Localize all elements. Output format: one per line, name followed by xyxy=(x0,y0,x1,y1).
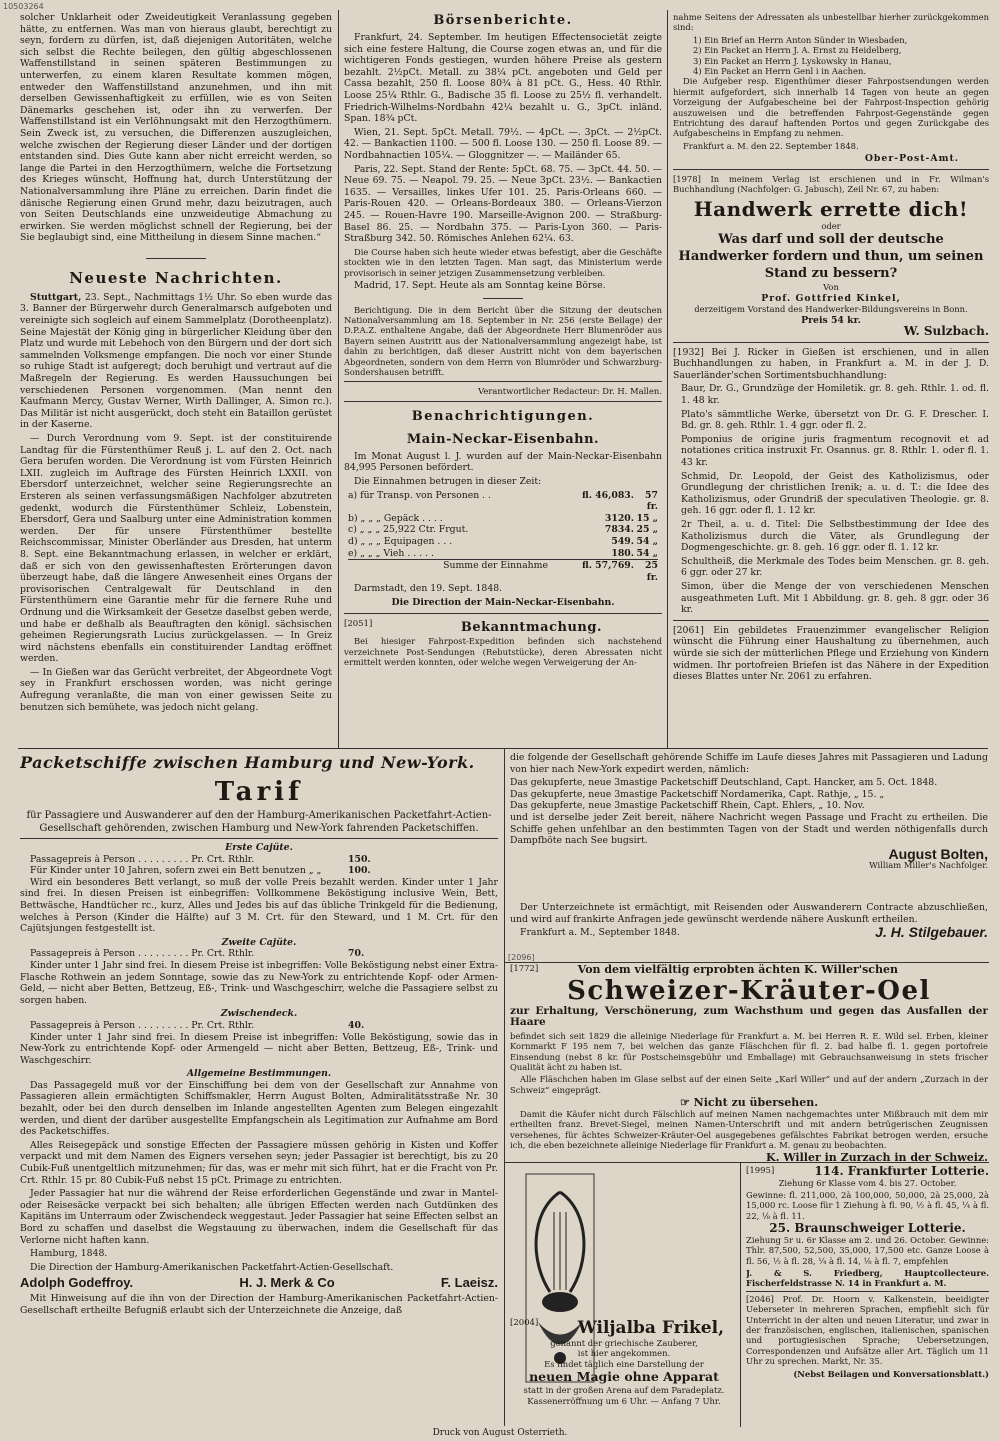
column-rule xyxy=(338,10,339,748)
general-text: Das Passagegeld muß vor der Einschiffung bei dem von der Gesellschaft zur Annahme von Passagieren allein ermächtigten Schiffsmakler, Herrn August Bolten, Admiralitätsstraße Nr. 30 bezahlt, oder bei den durch denselben im Inlande angestellten Agenten zum Belegen eingezahlt werden, und dient der darüber ausgestellte Empfangschein als Legitimation zur Aufnahme am Bord des Packetschiffes. xyxy=(20,1079,498,1138)
bek-sign: Ober-Post-Amt. xyxy=(864,153,959,165)
lotto-2-sign: J. & S. Friedberg, Hauptcollecteure. Fischerfeldstrasse N. 14 in Frankfurt a. M. xyxy=(746,1268,989,1289)
ad-1978-oder: oder xyxy=(821,220,841,231)
news-item: — Durch Verordnung vom 9. Sept. ist der constituirende Landtag für die Fürstenthümer Reuß j. L. auf den 2. Oct. nach Gera berufen worden. Die Verordnung ist vom Fürsten Heinrich LXII. zugleich im Auftrage des Fürsten Heinrich LXXII. von Ebersdorf unterzeichnet, welcher seine Regierungsrechte an Ersteren als seinen verfassungsmäßigen Nachfolger abzutreten gedenkt, wodurch die Fürstenthümer Schleiz, Lobenstein, Ebersdorf, Gera und Saalburg unter eine Administration kommen werden. Der für unsere Fürstenthümer bestellte Reichscommissar, Minister Oberländer aus Dresden, hat unterm 8. Sept. eine Bekanntmachung erlassen, in welcher er erklärt, daß er sich von den gewissenhaftesten Erörterungen davon überzeugt habe, daß die längere Anwesenheit eines Organs der provisorischen Centralgewalt für Deutschland in den Fürstenthümern eine Garantie mehr für die fernere Ruhe und Ordnung und die Wirksamkeit der Gesetze daselbst geben werde, und habe er deßhalb als Beauftragten den königl. sächsischen geheimen Regierungsrath Lucius zurückgelassen. — In Greiz wird nächstens ebenfalls ein constituirender Landtag eröffnet werden. xyxy=(20,433,332,665)
book-item: 2r Theil, a. u. d. Titel: Die Selbstbestimmung der Idee des Katholizismus durch die Väter, als Grundlegung der Dogmengeschichte. gr. 8. geh. 16 ggr. oder fl. 1. 12 kr. xyxy=(681,519,989,554)
second-class-text: Kinder unter 1 Jahr sind frei. In diesem Preise ist inbegriffen: Volle Beköstigung nebst einer Extra-Flasche Rothwein an jedem Sonntage, sowie das zu New-York zu entrichtende Kopf- oder Armen-Geld, — nicht aber Betten, Bettzeug, Eß-, Trink- und Waschgeschirr, welche die Passagiere selbst zu sorgen haben. xyxy=(20,959,498,1006)
frikel-desc-3: Es findet täglich eine Darstellung der xyxy=(544,1358,704,1369)
signer: H. J. Merk & Co xyxy=(239,1275,335,1291)
column-rule xyxy=(740,1163,741,1427)
first-class-price: Passagepreis à Person . . . . . . . . . Pr. Crt. Rthlr. 150. xyxy=(30,853,371,865)
printer-line: Druck von August Osterrieth. xyxy=(432,1428,568,1438)
list-item: 4) Ein Packet an Herrn Genl i in Aachen. xyxy=(693,66,867,77)
packet-right-text: die folgende der Gesellschaft gehörende Schiffe im Laufe dieses Jahres mit Passagieren und Ladung von hier nach New-York expedirt werden, nämlich: xyxy=(510,752,988,775)
rail-intro-2: Die Einnahmen betrugen in dieser Zeit: xyxy=(354,475,542,487)
packet-subtitle: für Passagiere und Auswanderer auf den der Hamburg-Amerikanischen Packetfahrt-Actien-Gesellschaft gehörenden, zwischen Hamburg und New-York fahrenden Packetschiffen. xyxy=(26,810,492,834)
oel-sign: K. Willer in Zurzach in der Schweiz. xyxy=(766,1151,988,1162)
hoorn-ad: [2046] Prof. Dr. Hoorn v. Kalkenstein, beeidigter Ueberseter in mehreren Sprachen, empfiehlt sich für Unterricht in der alten und neuen Literatur, und zwar in der französischen, englischen, italienischen, spanischen und portugiesischen Sprache; Uebersetzungen, Correspondenzen und Aufsätze aller Art. Täglich um 11 Uhr zu sprechen. Markt, Nr. 35. xyxy=(746,1293,989,1367)
boerse-madrid: Madrid, 17. Sept. Heute als am Sonntag keine Börse. xyxy=(354,279,606,291)
stilgebauer-sign: J. H. Stilgebauer. xyxy=(875,924,988,941)
oel-text-2: Alle Fläschchen haben im Glase selbst auf der einen Seite „Karl Willer“ und auf der andern „Zurzach in der Schweiz“ eingeprägt. xyxy=(510,1074,988,1095)
book-item: Plato's sämmtliche Werke, übersetzt von Dr. G. F. Drescher. I. Bd. gr. 8. geh. Rthlr. 1. 4 ggr. oder fl. 2. xyxy=(681,408,989,432)
divider xyxy=(673,342,989,343)
ad-1978-price: Preis 54 kr. xyxy=(801,314,861,326)
packet-ad-right xyxy=(510,752,988,902)
first-class-text: Wird ein besonderes Bett verlangt, so muß der volle Preis bezahlt werden. Kinder unter 1 Jahr sind frei. In diesen Preisen ist einbegriffen: Vollkommene Beköstigung inclusive Wein, Bett, Bettwäsche, Handtücher rc., kurz, Alles und Jedes bis auf das übliche Trinkgeld für die Bedienung, welches à Person (Kinder die Hälfte) auf 3 M. Crt. für den Steward, und 1 M. Crt. für den Cajütsjungen festgestellt ist. xyxy=(20,876,498,935)
ad-1978-intro: [1978] In meinem Verlag ist erschienen und in Fr. Wilman's Buchhandlung (Nachfolger: G. Jabusch), Zeil Nr. 67, zu haben: xyxy=(673,173,989,195)
bekanntmachung-header: [2051] Bekanntmachung. xyxy=(344,619,602,636)
packet-direction: Die Direction der Hamburg-Amerikanischen Packetfahrt-Actien-Gesellschaft. xyxy=(30,1261,394,1273)
bek-note: Die Aufgeber resp. Eigenthümer dieser Fahrpostsendungen werden hiermit aufgefordert, sich innerhalb 14 Tagen von heute an gegen Vorzeigung der Aufgabescheine bei der Fahrpost-Inspection gehörig auszuweisen und die betreffenden Fahrpost-Gegenstände gegen Entrichtung des darauf haftenden Portos und gegen Zurückgabe des Aufgabescheins in Empfang zu nehmen. xyxy=(673,76,989,139)
benachrichtigungen-heading: Benachrichtigungen. xyxy=(411,408,595,424)
first-class-heading: Erste Cajüte. xyxy=(225,842,293,853)
rail-intro: Im Monat August l. J. wurden auf der Main-Neckar-Eisenbahn 84,995 Personen befördert. xyxy=(344,450,662,474)
divider xyxy=(673,169,989,170)
frikel-desc-1: genannt der griechische Zauberer, xyxy=(550,1338,698,1348)
rail-place: Darmstadt, den 19. Sept. 1848. xyxy=(354,583,503,595)
rail-sign: Die Direction der Main-Neckar-Eisenbahn. xyxy=(391,596,615,608)
general-heading: Allgemeine Bestimmungen. xyxy=(186,1068,332,1080)
divider xyxy=(344,613,662,614)
divider xyxy=(505,1162,989,1163)
rail-row: e) „ „ „ Vieh . . . . . 180. 54 „ xyxy=(348,547,658,559)
oel-text-3: Damit die Käufer nicht durch Fälschlich auf meinen Namen nachgemachtes unter Mißbrauch mit dem mir ertheilten franz. Brevet-Siegel, meinen Namen-Unterschrift und mit andern betrügerischen Zeugnissen versehenes, für ächtes Schweizer-Kräuter-Oel ausgegebenes gefälschtes Fabrikat betrogen werden, ersuche ich, die eben bezeichnete alleinige Niederlage für Frankfurt a. M. genau zu beobachten. xyxy=(510,1108,988,1151)
divider xyxy=(146,258,206,259)
rail-row: d) „ „ „ Equipagen . . . 549. 54 „ xyxy=(348,535,658,547)
rail-heading: Main-Neckar-Eisenbahn. xyxy=(406,431,600,447)
general-text: Jeder Passagier hat nur die während der Reise erforderlichen Gegenstände und zwar in Mantel- oder Reisesäcke verpackt bei sich behalten; alle übrigen Effecten werden nach Gutdünken des Kapitäns im Unterraum oder Zwischendeck weggestaut. Jeder Passagier hat seine Effecten selbst an Bord zu schaffen und daselbst die Wegstauung zu überwachen, indem die Gesellschaft für das Verlorne nicht haften kann. xyxy=(20,1188,498,1246)
packet-signers xyxy=(20,1275,498,1291)
ad-1978-subtitle: Was darf und soll der deutsche Handwerker fordern und thun, um seinen Stand zu bessern? xyxy=(678,232,984,282)
packet-place: Hamburg, 1848. xyxy=(30,1248,108,1260)
lotto-2-title: 25. Braunschweiger Lotterie. xyxy=(769,1221,966,1236)
ad-1932-intro: [1932] Bei J. Ricker in Gießen ist erschienen, und in allen Buchhandlungen zu haben, in Frankfurt a. M. in der J. D. Sauerländer'schen Sortimentsbuchhandlung: xyxy=(673,346,989,381)
bek-continuation: nahme Seitens der Adressaten als unbestellbar hierher zurückgekommen sind: xyxy=(673,12,989,33)
divider xyxy=(483,298,523,299)
berichtigung: Berichtigung. Die in dem Bericht über die Sitzung der deutschen Nationalversammlung am 18. September in Nr. 256 (erste Beilage) der D.P.A.Z. enthaltene Angabe, daß der Abgeordnete Herr Blumenröder aus Bayern seinen Austritt aus der Nationalversammlung angezeigt habe, ist dahin zu berichtigen, daß dieser Austritt nicht von dem bayerischen Abgeordneten, sondern von dem Herrn von Blumröder und Schwarzburg-Sondershausen betrifft. xyxy=(344,304,662,377)
divider xyxy=(505,962,989,963)
pointer-icon: ☞ xyxy=(679,1096,694,1110)
frikel-big: neuen Magie ohne Apparat xyxy=(529,1369,719,1385)
stilgebauer-footer xyxy=(510,924,988,941)
list-item: 3) Ein Packet an Herrn J. Lyskowsky in Hanau, xyxy=(693,55,892,66)
oel-ad xyxy=(510,964,988,1162)
packet-closing: Mit Hinweisung auf die ihn von der Direction der Hamburg-Amerikanischen Packetfahrt-Actien-Gesellschaft ertheilte Befugniß erlaubt sich der Unterzeichnete die Anzeige, daß xyxy=(20,1293,498,1316)
column-rule xyxy=(667,10,668,748)
oel-head: [1772] Von dem vielfältig erprobten ächten K. Willer'schen xyxy=(510,964,898,976)
list-item: 1) Ein Brief an Herrn Anton Sünder in Wiesbaden, xyxy=(693,34,908,45)
packet-ad xyxy=(20,752,498,1424)
book-item: Pomponius de origine juris fragmentum recognovit et ad notationes critica instruxit Fr. Osannus. gr. 8. Rthlr. 1. oder fl. 1. 43 kr. xyxy=(681,433,989,469)
bek-list xyxy=(673,35,989,77)
steerage-text: Kinder unter 1 Jahr sind frei. In diesem Preise ist inbegriffen: Volle Beköstigung, sowie das in New-York zu entrichtende Kopf- oder Armengeld — nicht aber Betten, Bettzeug, Eß-, Trink- und Waschgeschirr. xyxy=(20,1031,498,1066)
divider xyxy=(344,401,662,402)
page-id: 10503264 xyxy=(3,2,44,11)
ad-1978-role: derzeitigem Vorstand des Handwerker-Bildungsvereins in Bonn. xyxy=(694,304,968,315)
lotto-ad xyxy=(746,1166,989,1424)
ship-item: Das gekupferte, neue 3mastige Packetschiff Deutschland, Capt. Hancker, am 5. Oct. 1848. xyxy=(510,777,938,789)
ship-item: Das gekupferte, neue 3mastige Packetschiff Nordamerika, Capt. Rathje, „ 15. „ xyxy=(510,788,885,800)
article-continuation: solcher Unklarheit oder Zweideutigkeit Veranlassung gegeben hätte, zu entfernen. Was man von hieraus glaubt, berechtigt zu seyn, fordern zu dürfen, ist, daß diejenigen Autoritäten, welche sich selbst die Rechte beilegen, den gültig abgeschlossenen Waffenstillstand in seinen späteren Bestimmungen zu unterwerfen, zu einem klaren Resultate kommen mögen, entweder den Waffenstillstand anzunehmen, und ihn mit derselben Gewissenhaftigkeit zu erfüllen, wie es von Seiten Dänemarks geschehen ist, oder ihn zu verwerfen. Der Waffenstillstand ist ein Verlöhnungsakt mit den Herzogthümern. Sein Zweck ist, zu versuchen, die Differenzen auszugleichen, welche zwischen der Regierung dieser Länder und der dortigen entstanden sind. Dies Gute kann aber nicht erreicht werden, so lange die Partei in den Herzogthümern, welche die Fortsetzung des Krieges wünscht, Hoffnung hat, durch Unterstützung der Nationalversammlung ihre Pläne zu erreichen. Darin findet die dänische Regierung einen Grund mehr, dazu beizutragen, auch von Seiten Deutschlands eine unzweideutige Abmachung zu erwirken. Sie werden möglichst schnell der Regierung, bei der Sie beglaubigt sind, eine Mittheilung in diesem Sinne machen.“ xyxy=(20,12,332,244)
bekanntmachung-text: Bei hiesiger Fahrpost-Expedition befinden sich nachstehend verzeichnete Post-Sendungen (Rebutstücke), deren Abressaten nicht ermittelt werden konnten, oder welche wegen Verweigerung der An- xyxy=(344,636,662,668)
packet-tarif: Tarif xyxy=(214,777,304,807)
bolten-sub: William Miller's Nachfolger. xyxy=(869,860,988,871)
section-rule xyxy=(18,748,988,749)
steerage-price: Passagepreis à Person . . . . . . . . . Pr. Crt. Rthlr. 40. xyxy=(30,1019,365,1031)
signer: F. Laeisz. xyxy=(440,1275,498,1291)
stilgebauer-text: Der Unterzeichnete ist ermächtigt, mit Reisenden oder Auswanderern Contracte abzuschließen, und wird auf frankirte Anfragen jede gewünscht werdende nähere Auskunft ertheilen. xyxy=(510,902,988,925)
stilgebauer-ad xyxy=(510,902,988,962)
ad-1978-von: Von xyxy=(823,282,839,293)
oel-title: Schweizer-Kräuter-Oel xyxy=(567,975,931,1006)
oel-prev-no: [2096] xyxy=(508,953,535,962)
bolten-sign: August Bolten, xyxy=(888,845,988,862)
frikel-main xyxy=(510,1318,738,1426)
news-item: Stuttgart, 23. Sept., Nachmittags 1½ Uhr. So eben wurde das 3. Banner der Bürgerwehr durch Generalmarsch aufgeboten und vereinigte sich sogleich auf einem Sammelplatz (Dorotheenplatz). Seine Majestät der König ging in bürgerlicher Kleidung über den Platz und wurde mit Lebehoch von den Bürgern und der dort sich sammelnden Volksmenge empfangen. Die noch vor einer Stunde so ruhige Stadt ist aufgeregt; doch beruhigt und vertraut auf die Maßregeln der Regierung. Es werden Haussuchungen bei verschiedenen Personen vorgenommen. (Man nennt den Kaufmann Mercy, Gustav Werner, Wirth Dallinger, A. Simon rc.). Das Militär ist nicht ausgerückt, doch steht ein Bataillon gerüstet in der Kaserne. xyxy=(20,291,332,431)
first-class-child: Für Kinder unter 10 Jahren, sofern zwei ein Bett benutzen „ „ 100. xyxy=(30,865,371,877)
divider xyxy=(673,620,989,621)
packet-right-text-2: und ist derselbe jeder Zeit bereit, nähere Nachricht wegen Passage und Fracht zu ertheilen. Die Schiffe gehen unfehlbar an den bestimmten Tagen von der Stadt und werden nöthigenfalls durch Dampfböte nach See bugsirt. xyxy=(510,811,988,847)
oel-nicht: ☞ Nicht zu übersehen. xyxy=(679,1096,819,1110)
column-right xyxy=(673,12,989,746)
rail-table xyxy=(344,490,662,584)
ad-1978-publisher: W. Sulzbach. xyxy=(903,324,989,339)
redacteur: Verantwortlicher Redacteur: Dr. H. Mallen. xyxy=(478,386,662,397)
lotto-1-header: [1995] 114. Frankfurter Lotterie. xyxy=(746,1166,989,1178)
boerse-wien: Wien, 21. Sept. 5pCt. Metall. 79½. — 4pCt. —. 3pCt. — 2½pCt. 42. — Bankactien 1100. — 500 fl. Loose 130. — 250 fl. Loose 89. — Nordbahnactien 105¼. — Gloggnitzer —. — Mailänder 65. xyxy=(344,126,662,161)
lotto-1-text: Gewinne: fl. 211,000, 2à 100,000, 50,000, 2à 25,000, 2à 15,000 rc. Loose für 1 Ziehung à fl. 90, ½ à fl. 45, ¼ à fl. 22, ⅛ à fl. 11. xyxy=(746,1190,989,1221)
packet-banner: Packetschiffe zwischen Hamburg und New-York. xyxy=(20,753,475,772)
ship-list xyxy=(510,777,988,812)
bek-date: Frankfurt a. M. den 22. September 1848. xyxy=(683,140,859,151)
second-class-heading: Zweite Cajüte. xyxy=(221,936,297,948)
ad-1978-author: Prof. Gottfried Kinkel, xyxy=(761,292,901,304)
book-item: Baur, Dr. G., Grundzüge der Homiletik. gr. 8. geh. Rthlr. 1. od. fl. 1. 48 kr. xyxy=(681,383,989,407)
column-middle xyxy=(344,12,662,746)
news-heading: Neueste Nachrichten. xyxy=(69,268,283,287)
rail-row: a) für Transp. von Personen . . fl. 46,083. 57 fr. xyxy=(348,489,658,513)
boerse-paris-note: Die Course haben sich heute wieder etwas befestigt, aber die Geschäfte stockten wie in den letzten Tagen. Man sagt, das Ministerium werde provisorisch in seiner jetzigen Zusammensetzung verbleiben. xyxy=(344,246,662,278)
column-rule xyxy=(504,749,505,1426)
ship-item: Das gekupferte, neue 3mastige Packetschiff Rhein, Capt. Ehlers, „ 10. Nov. xyxy=(510,800,865,812)
oel-subtitle: zur Erhaltung, Verschönerung, zum Wachsthum und gegen das Ausfallen der Haare xyxy=(510,1004,988,1029)
steerage-heading: Zwischendeck. xyxy=(220,1008,298,1020)
news-item: — In Gießen war das Gerücht verbreitet, der Abgeordnete Vogt sey in Frankfurt erschossen worden, was nicht geringe Aufregung veranlaßte, die man von einer gewissen Seite zu benutzen sich bemühete, was jedoch nicht gelang. xyxy=(20,666,332,713)
frikel-desc-4: statt in der großen Arena auf dem Paradeplatz. xyxy=(523,1385,725,1396)
frikel-header: [2004] Wiljalba Frikel, xyxy=(510,1318,724,1338)
ad-1978-title: Handwerk errette dich! xyxy=(693,196,969,221)
ad-2061: [2061] Ein gebildetes Frauenzimmer evangelischer Religion wünscht die Führung einer Haushaltung zu übernehmen, auch würde sie sich der mütterlichen Pflege und Erziehung von Kindern widmen. Ihr portofreien Briefen ist das Nähere in der Expedition dieses Blattes unter Nr. 2061 zu erfahren. xyxy=(673,624,989,683)
divider xyxy=(344,381,662,382)
boerse-frankfurt: Frankfurt, 24. September. Im heutigen Effectensocietät zeigte sich eine festere Haltung, die Course zogen etwas an, und für die wichtigeren Fonds gestiegen, wurden höhere Preise als gestern bezahlt. 2½pCt. Metall. zu 38¼ pCt. angeboten und Geld per Cassa bezahlt, 250 fl. Loose 80¾ à 81 pCt. G., Hess. 40 Rthlr. Loose 25¼ Rthlr. G., Badische 35 fl. Loose zu 25½ fl. verhandelt. Friedrich-Wilhelms-Nordbahn 42¼ bezahlt u. G., 3pCt. inländ. Span. 18¾ pCt. xyxy=(344,32,662,125)
frikel-desc-5: Kassenerröffnung um 6 Uhr. — Anfang 7 Uhr. xyxy=(527,1395,721,1406)
book-item: Schultheiß, die Merkmale des Todes beim Menschen. gr. 8. geh. 6 ggr. oder 27 kr. xyxy=(681,555,989,579)
signer: Adolph Godeffroy. xyxy=(20,1275,134,1291)
rail-row: c) „ „ „ 25,922 Ctr. Frgut. 7834. 25 „ xyxy=(348,524,658,536)
rail-row: b) „ „ „ Gepäck . . . . 3120. 15 „ xyxy=(348,512,658,524)
second-class-price: Passagepreis à Person . . . . . . . . . Pr. Crt. Rthlr. 70. xyxy=(30,948,365,960)
lotto-1-date: Ziehung 6r Klasse vom 4. bis 27. October. xyxy=(778,1177,957,1188)
boersen-heading: Börsenberichte. xyxy=(433,13,573,28)
book-item: Schmid, Dr. Leopold, der Geist des Katholizismus, oder Grundlegung der christlichen Irenik; a. u. d. T.: die Idee des Katholizismus, oder Grundriß der speculativen Theologie. gr. 8. geh. 16 ggr. oder fl. 1. 12 kr. xyxy=(681,470,989,517)
stilgebauer-date: Frankfurt a. M., September 1848. xyxy=(520,927,680,939)
list-item: 2) Ein Packet an Herrn J. A. Ernst zu Heidelberg, xyxy=(693,45,902,56)
lotto-2-text: Ziehung 5r u. 6r Klasse am 2. und 26. October. Gewinne: Thlr. 87,500, 52,500, 35,000, 17,500 etc. Ganze Loose à fl. 56, ½ à fl. 28, ¼ à fl. 14, ⅛ à fl. 7, empfehlen xyxy=(746,1234,989,1266)
oel-text: befindet sich seit 1829 die alleinige Niederlage für Frankfurt a. M. bei Herren R. E. Wild sel. Erben, kleiner Kornmarkt F 195 nem 7, bei welchen das ganze Fläschchen für fl. 2. bad halbe fl. 1. gegen portofreie Einsendung (nebst 8 kr. für Postscheinsgebühr und Emballage) mit Gebrauchsanweisung in stets frischer Qualität ächt zu haben ist. xyxy=(510,1030,988,1072)
boerse-paris: Paris, 22. Sept. Stand der Rente: 5pCt. 68. 75. — 3pCt. 44. 50. — Neue 69. 75. — Neapol. 79. 25. — Neue 3pCt. 23½. — Bankactien 1635. — Versailles, linkes Ufer 101. 25. Paris-Orleans 660. — Paris-Rouen 420. — Orleans-Bordeaux 380. — Orleans-Vierzon 245. — Rouen-Havre 190. Marseille-Avignon 200. — Straßburg-Basel 86. 25. — Nordbahn 375. — Paris-Lyon 360. — Paris-Straßburg 342. 50. Römisches Anlehen 62¼. 63. xyxy=(344,163,662,245)
frikel-desc-2: ist hier angekommen. xyxy=(577,1348,671,1359)
divider xyxy=(20,838,498,839)
general-text: Alles Reisegepäck und sonstige Effecten der Passagiere müssen gehörig in Kisten und Koffer verpackt und mit dem Namen des Eigners versehen seyn; jeder Passagier ist berechtigt, bis zu 20 Cubik-Fuß unentgeltlich mitzunehmen; für das, was er mehr mit sich führt, hat er die Fracht von Pr. Crt. Rthlr. 15 pr. 80 Cubik-Fuß nebst 15 pCt. Primage zu entrichten. xyxy=(20,1139,498,1186)
book-item: Simon, über die Menge der von verschiedenen Menschen ausgeathmeten Luft. Mit 1 Abbildung. gr. 8. geh. 8 ggr. oder 36 kr. xyxy=(681,580,989,616)
page-footer: (Nebst Beilagen und Konversationsblatt.) xyxy=(793,1368,989,1379)
rail-sum: Summe der Einnahme fl. 57,769. 25 fr. xyxy=(443,560,658,583)
divider xyxy=(746,1291,989,1292)
column-left xyxy=(20,12,332,746)
